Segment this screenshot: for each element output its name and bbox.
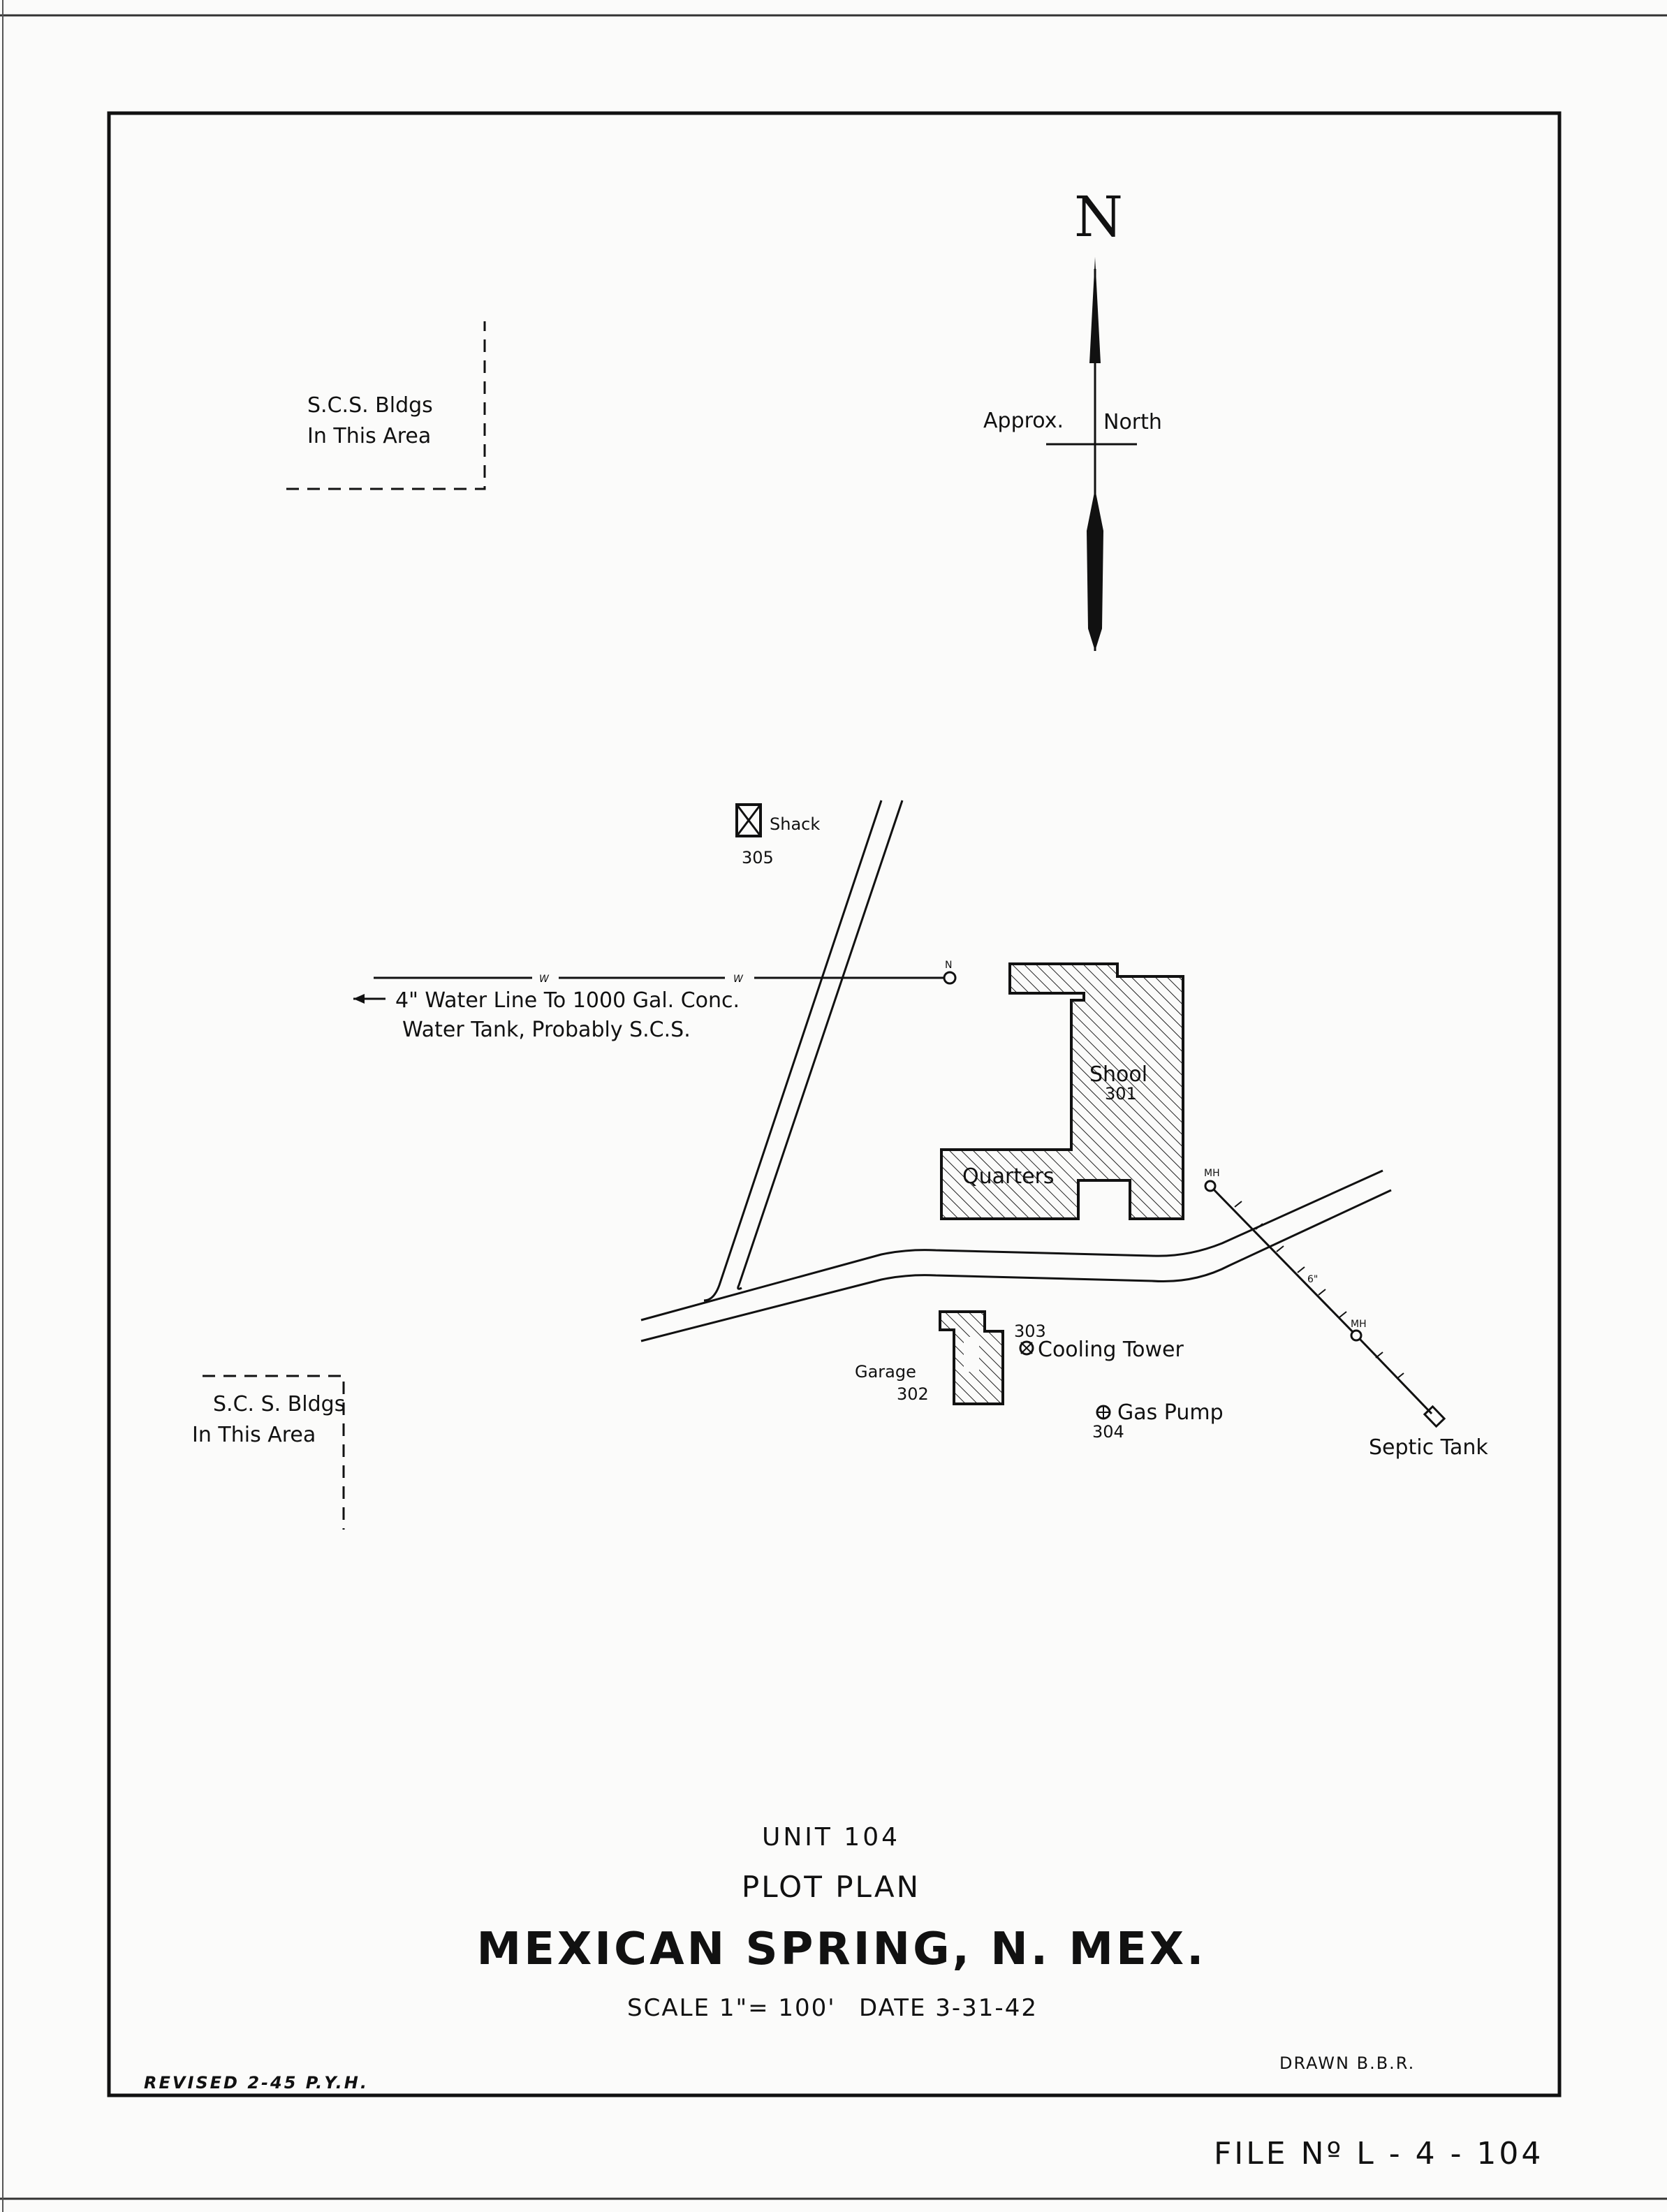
garage-302-building [855,1312,1003,1404]
road-north [704,800,902,1301]
north-letter: N [1074,184,1123,249]
cooling-tower-label: Cooling Tower [1038,1338,1184,1362]
water-line [353,960,955,1042]
school-301-building [941,964,1183,1219]
garage-number: 302 [897,1384,929,1404]
garage-label: Garage [855,1362,916,1382]
scs-area-bottom-line1: S.C. S. Bldgs [213,1392,346,1416]
scs-area-top-line2: In This Area [307,424,432,448]
scs-area-top [286,321,485,489]
north-label-north: North [1103,410,1162,434]
scs-area-bottom [192,1376,345,1530]
cooling-tower-number: 303 [1014,1321,1046,1341]
drawn-by: DRAWN B.B.R. [1279,2053,1416,2073]
manhole-label-2: MH [1351,1319,1367,1330]
school-label: Shool [1089,1062,1148,1087]
scs-area-top-line1: S.C.S. Bldgs [307,393,433,418]
title-date: DATE 3-31-42 [859,1994,1038,2022]
gas-pump-number: 304 [1092,1422,1124,1442]
water-end-marker: N [945,960,953,971]
shack-number: 305 [742,848,774,867]
septic-tank-label: Septic Tank [1369,1435,1488,1460]
sewer-pipe-size: 6" [1307,1274,1319,1285]
file-number: FILE Nº L - 4 - 104 [1214,2136,1544,2171]
scs-area-bottom-line2: In This Area [192,1423,316,1447]
school-number: 301 [1105,1084,1137,1104]
title-block [144,1823,1543,2171]
title-plan: PLOT PLAN [741,1870,921,1904]
quarters-label: Quarters [962,1164,1055,1189]
north-label-approx: Approx. [983,409,1064,433]
gas-pump-label: Gas Pump [1117,1400,1224,1425]
cooling-tower-303 [1014,1321,1184,1362]
north-arrow [983,184,1162,651]
water-marker-1: W [539,974,549,985]
water-line-label-2: Water Tank, Probably S.C.S. [402,1018,691,1042]
water-line-label-1: 4" Water Line To 1000 Gal. Conc. [395,988,740,1013]
title-scale: SCALE 1"= 100' [627,1994,836,2022]
title-unit: UNIT 104 [761,1823,901,1852]
water-marker-2: W [733,974,743,985]
shack-label: Shack [770,814,821,834]
revised-note: REVISED 2-45 P.Y.H. [144,2073,369,2093]
title-place: MEXICAN SPRING, N. MEX. [476,1924,1207,1975]
shack-305 [737,805,820,867]
manhole-label-1: MH [1204,1168,1220,1179]
gas-pump-304 [1092,1400,1224,1442]
